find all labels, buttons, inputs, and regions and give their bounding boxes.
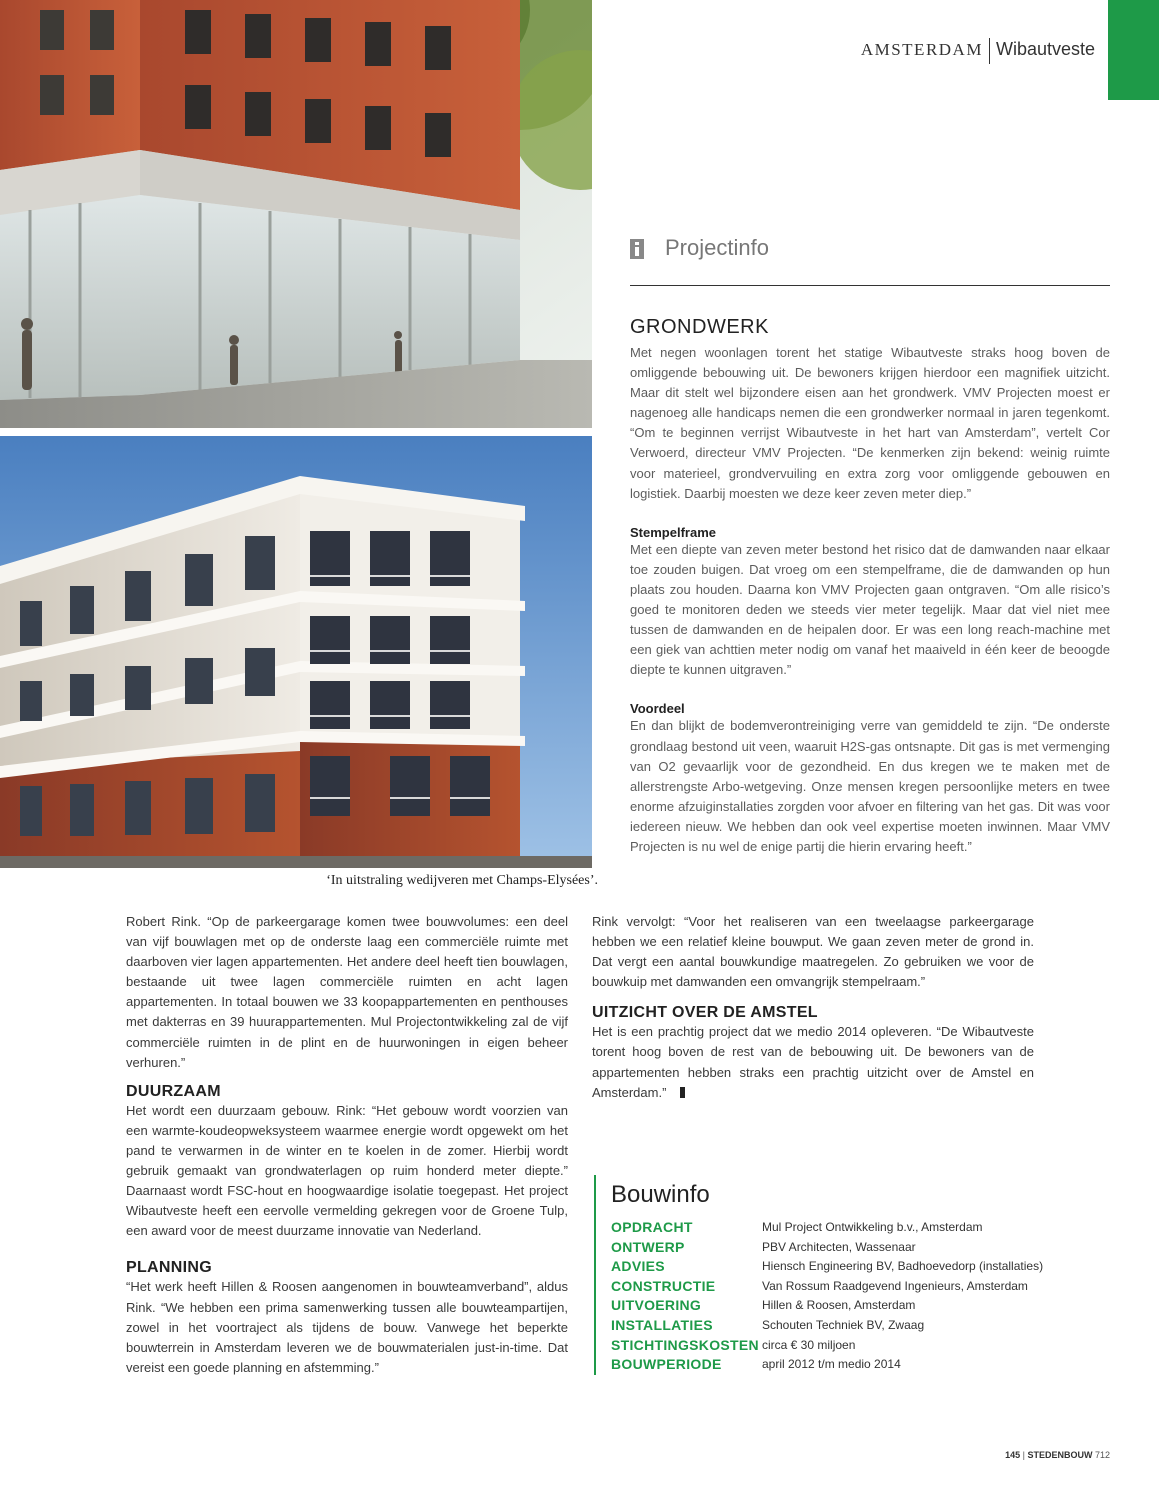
running-header [820,38,1095,64]
bouwinfo-title: Bouwinfo [611,1181,710,1208]
bouwinfo-label: STICHTINGSKOSTEN [611,1336,759,1353]
bouwinfo-label: UITVOERING [611,1297,702,1314]
bouwinfo-value: Schouten Techniek BV, Zwaag [762,1317,925,1332]
projectinfo-column [630,316,1110,857]
header-place: Wibautveste [995,39,1095,60]
text-duurzaam: Het wordt een duurzaam gebouw. Rink: “Het gebouw wordt voorzien van een warmte-koudeopweksysteem waarmee energie wordt opgewekt om het pand te verwarmen in de winter en te koelen in de zomer. Hierbij wordt gebruik gemaakt van grondwaterlagen op ruim honderd meter diepte.” Daarnaast wordt FSC-hout en hoogwaardige isolatie toegepast. Het project Wibautveste heeft een eervolle vermelding gekregen voor de Groene Tulp, een award voor de meest duurzame innovatie van Nederland. [126,1102,568,1239]
bouwinfo-label: CONSTRUCTIE [611,1277,716,1294]
bouwinfo-row [611,1258,1061,1278]
projectinfo-title: Projectinfo [665,235,769,260]
page-footer [900,1450,1110,1460]
bouwinfo-value: Hillen & Roosen, Amsterdam [762,1298,916,1313]
footer-divider: | [1020,1450,1028,1460]
green-corner-tab [1108,0,1159,100]
heading-grondwerk: GRONDWERK [630,316,769,338]
bouwinfo-value: april 2012 t/m medio 2014 [762,1357,901,1372]
heading-amstel: UITZICHT OVER DE AMSTEL [592,1004,818,1022]
issue-number: 712 [1094,1450,1110,1460]
magazine-name: STEDENBOUW [1027,1450,1093,1460]
heading-duurzaam: DUURZAAM [126,1082,221,1100]
end-mark-icon [680,1087,685,1098]
bouwinfo-row [611,1278,1061,1298]
text-stempelframe: Met een diepte van zeven meter bestond het risico dat de damwanden naar elkaar toe zouden buigen. Dat vroeg om een stempelframe, die de damwanden op hun plaats zou houden. Daarna kon VMV Projecten gaan ontgraven. “Om alle risico’s goed te monitoren deden we steeds vier meter tegelijk. Maar dat viel niet mee tussen de damwanden en de heipalen door. Er was een long reach-machine met een giek van achttien meter nodig om vanaf het maaiveld in één keer de beoogde diepte te kunnen uitgraven.” [630,541,1110,678]
header-city: AMSTERDAM [860,40,983,60]
text-planning: “Het werk heeft Hillen & Roosen aangenomen in bouwteamverband”, aldus Rink. “We hebben een prima samenwerking tussen alle bouwteampartijen, zowel in het voortraject als tijdens de bouw. Vanwege het beperkte bouwterrein in Amsterdam leveren we de bouwmaterialen just-in-time. Dat vereist een goede planning en afstemming.” [126,1279,568,1375]
bouwinfo-box [594,1175,1066,1375]
heading-voordeel: Voordeel [630,701,685,717]
info-icon [630,239,644,259]
bouwinfo-value: Hiensch Engineering BV, Badhoevedorp (installaties) [762,1259,1044,1274]
text-grondwerk: Met negen woonlagen torent het statige Wibautveste straks hoog boven de omliggende bebouwing uit. De bewoners krijgen hierdoor een magnifiek uitzicht. Maar dit stelt wel bijzondere eisen aan het grondwerk. VMV Projecten moest er nagenoeg alle handicaps nemen die een grondwerker normaal in jaren tegenkomt. “Om te beginnen verrijst Wibautveste in het hart van Amsterdam”, vertelt Cor Verwoerd, directeur VMV Projecten. “De kenmerken zijn bekend: weinig ruimte voor materieel, grondvervuiling en extra zorg voor omliggende gebouwen en logistiek. Daarbij moesten we deze keer zeven meter diep.” [630,345,1110,501]
bouwinfo-label: ADVIES [611,1258,665,1275]
heading-stempelframe: Stempelframe [630,524,716,540]
heading-planning: PLANNING [126,1259,212,1277]
bouwinfo-value: PBV Architecten, Wassenaar [762,1239,916,1254]
bouwinfo-label: BOUWPERIODE [611,1356,722,1373]
text-intro: Robert Rink. “Op de parkeergarage komen twee bouwvolumes: een deel van vijf bouwlagen met op de onderste laag een commerciële ruimte met daarboven vier lagen appartementen. Het andere deel heeft tien bouwlagen, bestaande uit twee lagen commerciële ruimten en acht lagen appartementen. In totaal bouwen we 33 koopappartementen en penthouses met dakterras en 39 huurappartementen. Mul Projectontwikkeling zal de vijf commerciële ruimten in de plint en de huurwoningen in eigen beheer verhuren.” [126,914,568,1070]
text-amstel-body: Het is een prachtig project dat we medio 2014 opleveren. “De Wibautveste torent hoog boven de rest van de bebouwing uit. De bewoners van de appartementen hebben straks een prachtig uitzicht over de Amstel en Amsterdam.” [592,1024,1034,1100]
header-divider [989,38,990,64]
text-amstel [592,1022,1034,1102]
photo-building-corner [0,436,592,868]
bouwinfo-value: Van Rossum Raadgevend Ingenieurs, Amsterdam [762,1278,1028,1293]
bouwinfo-value: Mul Project Ontwikkeling b.v., Amsterdam [762,1220,983,1234]
bouwinfo-row [611,1239,1061,1259]
bouwinfo-row [611,1297,1061,1317]
projectinfo-header [630,233,1110,286]
bouwinfo-label: ONTWERP [611,1238,685,1255]
bouwinfo-table [611,1219,1061,1376]
text-vervolg: Rink vervolgt: “Voor het realiseren van een tweelaagse parkeergarage hebben we een relatief kleine bouwput. We gaan zeven meter de grond in. Dat vergt een aantal bouwkundige maatregelen. Zo gebruiken we voor de bouwkuip met damwanden een omvangrijk stempelraam.” [592,914,1034,990]
article-column-right [592,912,1034,1103]
bouwinfo-label: OPDRACHT [611,1219,693,1235]
bouwinfo-value: circa € 30 miljoen [762,1337,856,1352]
text-voordeel: En dan blijkt de bodemverontreiniging verre van gemiddeld te zijn. “De onderste grondlaag bestond uit veen, waaruit H2S-gas ontsnapte. Dit gas is met vermenging van O2 gevaarlijk voor de gezondheid. En dus kregen we te maken met de allerstrengste Arbo-wetgeving. Onze mensen kregen persoonlijke meters en twee enorme afzuiginstallaties zorgden voor afvoer en filtering van het gas. Dit was voor iedereen nieuw. We hebben dan ook veel expertise moeten inwinnen. Maar VMV Projecten is nu wel de enige partij die hierin ervaring heeft.” [630,718,1110,854]
page-number: 145 [1005,1450,1021,1460]
bouwinfo-label: INSTALLATIES [611,1316,713,1333]
photo-building-street [0,0,592,428]
bouwinfo-row [611,1337,1061,1357]
bouwinfo-row [611,1219,1061,1239]
bouwinfo-row [611,1356,1061,1376]
bouwinfo-row [611,1317,1061,1337]
photo-caption: ‘In uitstraling wedijveren met Champs-Elysées’. [326,873,598,888]
article-column-left [126,912,568,1378]
